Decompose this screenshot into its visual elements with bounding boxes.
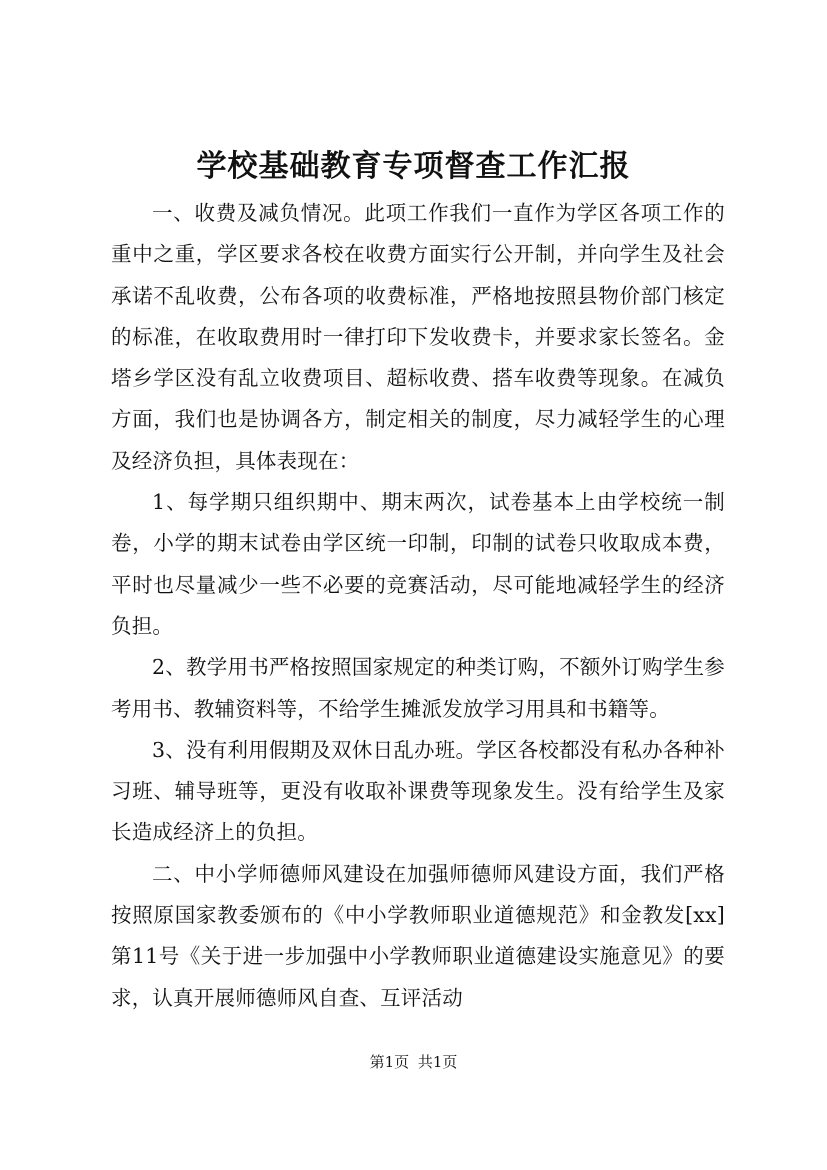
document-title: 学校基础教育专项督查工作汇报: [196, 149, 631, 184]
page-number: 第1页: [369, 1053, 410, 1071]
page-total: 共1页: [417, 1053, 458, 1071]
paragraph-fees-and-burden: 一、收费及减负情况。此项工作我们一直作为学区各项工作的重中之重，学区要求各校在收费方面实行公开制，并向学生及社会承诺不乱收费，公布各项的收费标准，严格地按照县物价部门核定的标准，在收取费用时一律打印下发收费卡，并要求家长签名。金塔乡学区没有乱立收费项目、超标收费、搭车收费等现象。在减负方面，我们也是协调各方，制定相关的制度，尽力减轻学生的心理及经济负担，具体表现在：: [111, 201, 725, 473]
page-footer: [0, 1051, 827, 1073]
paragraph-item-2: 2、教学用书严格按照国家规定的种类订购，不额外订购学生参考用书、教辅资料等，不给学生摊派发放学习用具和书籍等。: [111, 655, 725, 721]
paragraph-item-1: 1、每学期只组织期中、期末两次，试卷基本上由学校统一制卷，小学的期末试卷由学区统一印制，印制的试卷只收取成本费，平时也尽量减少一些不必要的竞赛活动，尽可能地减轻学生的经济负担。: [111, 490, 725, 638]
document-body: [111, 193, 725, 1019]
paragraph-item-3: 3、没有利用假期及双休日乱办班。学区各校都没有私办各种补习班、辅导班等，更没有收取补课费等现象发生。没有给学生及家长造成经济上的负担。: [111, 737, 725, 845]
paragraph-teacher-ethics: 二、中小学师德师风建设在加强师德师风建设方面，我们严格按照原国家教委颁布的《中小学教师职业道德规范》和金教发[xx]第11号《关于进一步加强中小学教师职业道德建设实施意见》的要求，认真开展师德师风自查、互评活动: [111, 861, 725, 1010]
